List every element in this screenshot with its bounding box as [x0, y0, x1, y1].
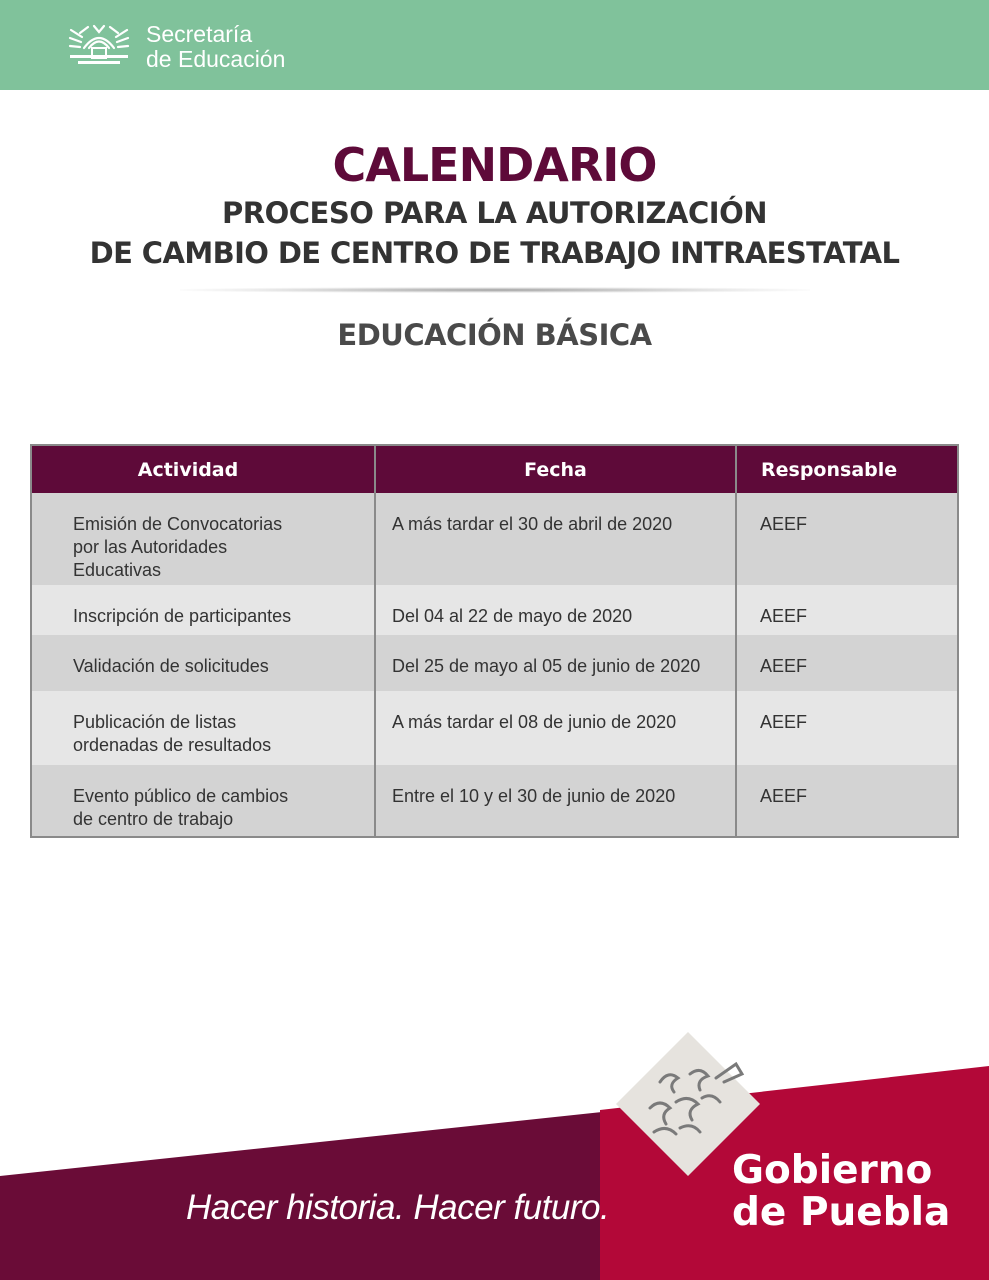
- activity-cell: [31, 493, 375, 585]
- table-row: [31, 493, 958, 585]
- activity-text: de centro de trabajo: [73, 809, 234, 829]
- date-cell: Del 04 al 22 de mayo de 2020: [375, 585, 736, 635]
- responsible-cell: AEEF: [736, 585, 958, 635]
- activity-text: Emisión de Convocatorias: [73, 514, 283, 534]
- education-logo-icon: [68, 24, 130, 68]
- title-divider: [180, 287, 810, 293]
- activity-text: Validación de solicitudes: [73, 656, 269, 676]
- responsible-cell: AEEF: [736, 635, 958, 691]
- date-cell: A más tardar el 30 de abril de 2020: [375, 493, 736, 585]
- table-row: [31, 765, 958, 837]
- subtitle-line2: DE CAMBIO DE CENTRO DE TRABAJO INTRAESTATAL: [89, 236, 900, 270]
- activity-cell: [31, 585, 375, 635]
- date-cell: A más tardar el 08 de junio de 2020: [375, 691, 736, 765]
- responsible-cell: AEEF: [736, 765, 958, 837]
- activity-text: Educativas: [73, 560, 162, 580]
- org-name-line1: Secretaría: [146, 21, 253, 47]
- activity-cell: [31, 691, 375, 765]
- date-cell: Entre el 10 y el 30 de junio de 2020: [375, 765, 736, 837]
- government-name-line1: Gobierno: [732, 1148, 933, 1193]
- page-title: CALENDARIO: [332, 138, 657, 192]
- date-cell: Del 25 de mayo al 05 de junio de 2020: [375, 635, 736, 691]
- government-name: [732, 1150, 950, 1234]
- column-header-responsable: Responsable: [736, 445, 958, 493]
- table-header-row: [31, 445, 958, 493]
- table-row: [31, 635, 958, 691]
- org-name: [146, 22, 285, 72]
- activity-text: Inscripción de participantes: [73, 606, 292, 626]
- responsible-cell: AEEF: [736, 691, 958, 765]
- responsible-cell: AEEF: [736, 493, 958, 585]
- activity-text: Evento público de cambios: [73, 786, 289, 806]
- activity-cell: [31, 765, 375, 837]
- table-row: [31, 691, 958, 765]
- table-row: [31, 585, 958, 635]
- activity-text: ordenadas de resultados: [73, 735, 272, 755]
- column-header-fecha: Fecha: [375, 445, 736, 493]
- government-name-line2: de Puebla: [732, 1190, 951, 1235]
- org-name-line2: de Educación: [146, 46, 286, 72]
- activity-cell: [31, 635, 375, 691]
- column-header-actividad: Actividad: [31, 445, 375, 493]
- subtitle-line1: PROCESO PARA LA AUTORIZACIÓN: [221, 196, 767, 230]
- calendar-table: [30, 444, 959, 838]
- education-level: EDUCACIÓN BÁSICA: [337, 318, 652, 352]
- activity-text: por las Autoridades: [73, 537, 228, 557]
- header-bar: [0, 0, 989, 90]
- activity-text: Publicación de listas: [73, 712, 237, 732]
- footer-slogan: Hacer historia. Hacer futuro.: [186, 1188, 610, 1227]
